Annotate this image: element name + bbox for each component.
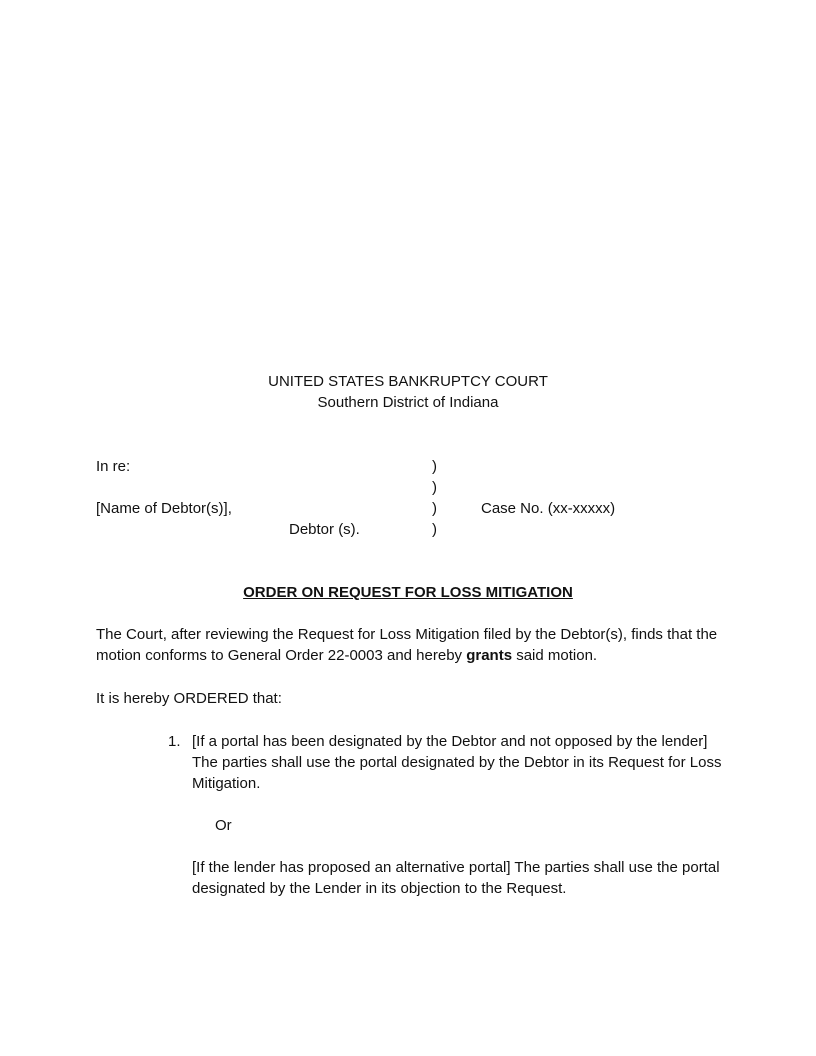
caption-paren: ) — [432, 479, 437, 496]
case-number: Case No. (xx-xxxxx) — [481, 500, 616, 517]
order-intro — [96, 624, 726, 666]
court-district: Southern District of Indiana — [317, 394, 499, 411]
caption-paren: ) — [432, 500, 437, 517]
court-name: UNITED STATES BANKRUPTCY COURT — [268, 373, 548, 390]
item-or: Or — [215, 817, 232, 834]
in-re-label: In re: — [96, 458, 131, 475]
intro-text: The Court, after reviewing the Request for Loss Mitigation filed by the Debtor(s), finds that the motion conforms to General Order 22-0003 and hereby — [96, 626, 718, 664]
ordered-statement: It is hereby ORDERED that: — [96, 690, 282, 707]
item-text: [If a portal has been designated by the Debtor and not opposed by the lender] The parties shall use the portal designated by the Debtor in its Request for Loss Mitigation. — [192, 733, 722, 792]
intro-text-end: said motion. — [512, 647, 598, 664]
item-alternative-text: [If the lender has proposed an alternative portal] The parties shall use the portal designated by the Lender in its objection to the Request. — [192, 859, 720, 897]
debtor-name: [Name of Debtor(s)], — [96, 500, 232, 517]
debtor-label: Debtor (s). — [289, 521, 360, 538]
item-number: 1. — [168, 733, 181, 750]
order-title: ORDER ON REQUEST FOR LOSS MITIGATION — [243, 584, 573, 601]
caption-paren: ) — [432, 458, 437, 475]
caption-paren: ) — [432, 521, 437, 538]
intro-bold-text: grants — [466, 647, 513, 664]
